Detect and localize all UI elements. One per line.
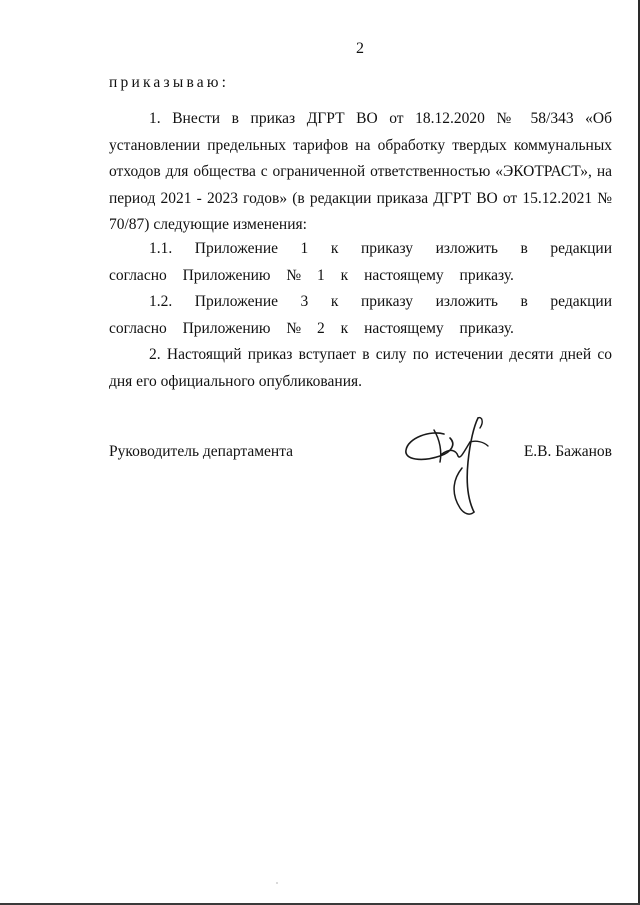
handwritten-signature <box>400 412 510 522</box>
scan-speck <box>276 882 278 884</box>
paragraph-item-2: 2. Настоящий приказ вступает в силу по истечении десяти дней со дня его официального опубликования. <box>109 346 612 390</box>
paragraph-item-1-2: 1.2. Приложение 3 к приказу изложить в редакции согласно Приложению № 2 к настоящему приказу. <box>109 293 612 337</box>
order-word: приказываю: <box>109 74 230 91</box>
paragraph-item-1-1: 1.1. Приложение 1 к приказу изложить в редакции согласно Приложению № 1 к настоящему приказу. <box>109 240 612 284</box>
signatory-name: Е.В. Бажанов <box>523 443 612 460</box>
signatory-position: Руководитель департамента <box>109 443 294 460</box>
paragraph-item-1: 1. Внести в приказ ДГРТ ВО от 18.12.2020 № 58/343 «Об установлении предельных тарифов на обработку твердых коммунальных отходов для общества с ограниченной ответственностью «ЭКОТРАСТ», на период 2021 - 2023 годов» (в редакции приказа ДГРТ ВО от 15.12.2021 № 70/87) следующие изменения: <box>109 110 612 233</box>
page-number: 2 <box>356 40 364 57</box>
